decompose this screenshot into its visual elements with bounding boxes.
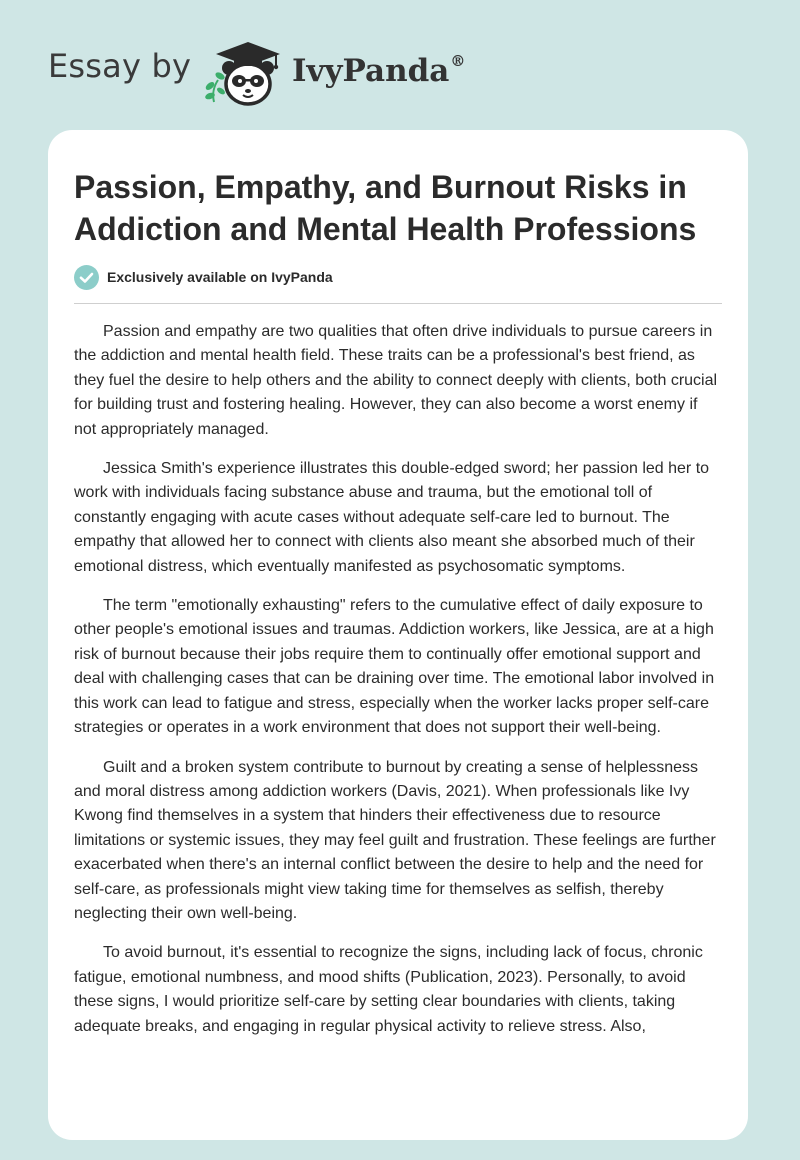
essay-by-label: Essay by (48, 47, 192, 85)
panda-graduate-icon (200, 36, 292, 108)
essay-paragraph: Guilt and a broken system contribute to burnout by creating a sense of helplessness and moral distress among addiction workers (Davis, 2021). When professionals like Ivy Kwong find themselves in a system that hinders their effectiveness due to resource limitations or systemic issues, they may feel guilt and frustration. These feelings are further exacerbated when there's an internal conflict between the desire to help and the need for self-care, as professionals might view taking time for themselves as selfish, thereby neglecting their own well-being. (74, 758, 716, 922)
essay-body (74, 320, 722, 1054)
brand-name-text: IvyPanda (292, 53, 450, 89)
essay-paragraph: The term "emotionally exhausting" refers to the cumulative effect of daily exposure to other people's emotional issues and traumas. Addiction workers, like Jessica, are at a high risk of burnout because their jobs require them to continually offer emotional support and deal with challenging cases that can be draining over time. The emotional labor involved in this work can lead to fatigue and stress, especially when the worker lacks proper self-care strategies or operates in a work environment that does not support their well-being. (74, 597, 715, 737)
brand-name[interactable] (292, 52, 465, 89)
essay-paragraph: To avoid burnout, it's essential to recognize the signs, including lack of focus, chronic fatigue, emotional numbness, and mood shifts (Publication, 2023). Personally, to avoid these signs, I would prioritize self-care by setting clear boundaries with clients, taking adequate breaks, and engaging in regular physical activity to relieve stress. Also, (74, 944, 703, 1035)
site-header (0, 0, 800, 125)
essay-card (48, 130, 748, 1140)
exclusive-badge (74, 264, 333, 290)
registered-mark: ® (450, 52, 466, 70)
ivypanda-logo[interactable] (200, 36, 292, 108)
title-divider (74, 303, 722, 304)
essay-title: Passion, Empathy, and Burnout Risks in Addiction and Mental Health Professions (74, 169, 697, 247)
essay-paragraph: Passion and empathy are two qualities that often drive individuals to pursue careers in the addiction and mental health field. These traits can be a professional's best friend, as they fuel the desire to help others and the ability to connect deeply with clients, both crucial for building trust and fostering healing. However, they can also become a worst enemy if not appropriately managed. (74, 323, 718, 438)
exclusive-label: Exclusively available on IvyPanda (107, 269, 333, 285)
essay-paragraph: Jessica Smith's experience illustrates this double-edged sword; her passion led her to work with individuals facing substance abuse and trauma, but the emotional toll of constantly engaging with acute cases without adequate self-care led to burnout. The empathy that allowed her to connect with clients also meant she absorbed much of their emotional distress, which eventually manifested as psychosomatic symptoms. (74, 460, 710, 575)
check-circle-icon (74, 265, 99, 290)
